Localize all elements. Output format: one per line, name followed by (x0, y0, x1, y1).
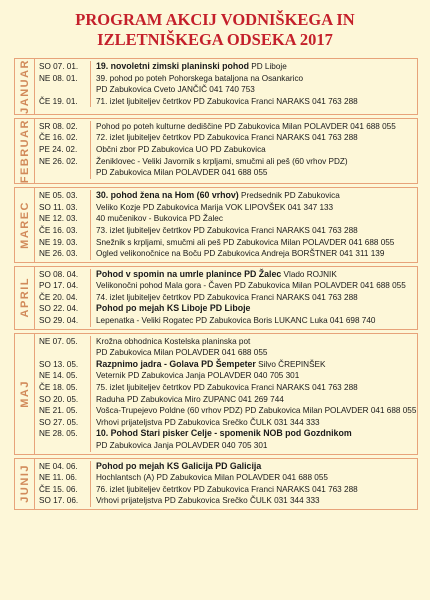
event-row (35, 167, 417, 179)
event-date: SO 08. 04. (35, 269, 91, 281)
event-description (91, 213, 223, 225)
event-highlight: 10. Pohod Stari pisker Celje - spomenik NOB pod Gozdnikom (96, 428, 352, 439)
event-highlight: 30. pohod žena na Hom (60 vrhov) (96, 190, 239, 201)
event-row (35, 213, 417, 225)
month-block-marec (14, 187, 418, 263)
event-row (35, 495, 417, 507)
event-row (35, 73, 417, 85)
month-label (15, 459, 35, 509)
event-details: Snežnik s krpljami, smučmi ali peš PD Zabukovica Milan POLAVDER 041 688 055 (96, 237, 395, 247)
event-row (35, 440, 417, 452)
month-block-april (14, 266, 418, 330)
month-block-maj (14, 333, 418, 455)
event-details: Krožna obhodnica Kostelska planinska pot (96, 336, 251, 346)
event-description (91, 132, 358, 144)
event-highlight: Pohod po mejah KS Liboje PD Liboje (96, 303, 251, 314)
event-list (35, 59, 417, 114)
event-row (35, 461, 417, 473)
event-description (91, 370, 299, 382)
event-description (91, 121, 396, 133)
event-description (91, 156, 348, 168)
event-description (91, 382, 358, 394)
event-row (35, 359, 417, 371)
event-details: Velikonočni pohod Mala gora - Čaven PD Zabukovica Milan POLAVDER 041 688 055 (96, 281, 406, 291)
event-date: SO 17. 06. (35, 495, 91, 507)
event-highlight: Pohod v spomin na umrle planince PD Žalec (96, 268, 282, 279)
event-row (35, 472, 417, 484)
event-description (91, 303, 250, 315)
event-details: 39. pohod po poteh Pohorskega bataljona na Osankarico (96, 73, 304, 83)
event-date: NE 05. 03. (35, 190, 91, 202)
event-details: Vrhovi prijateljstva PD Zabukovica Srečko ČULK 031 344 333 (96, 417, 320, 427)
event-highlight: 19. novoletni zimski planinski pohod (96, 61, 249, 71)
event-row (35, 417, 417, 429)
event-date (35, 440, 91, 452)
event-row (35, 336, 417, 348)
event-date: NE 12. 03. (35, 213, 91, 225)
event-highlight: Pohod po mejah KS Galicija PD Galicija (96, 460, 262, 471)
event-row (35, 225, 417, 237)
event-details: Raduha PD Zabukovica Miro ZUPANC 041 269 744 (96, 394, 284, 404)
event-date (35, 84, 91, 96)
event-description (91, 336, 250, 348)
event-description (91, 61, 287, 73)
event-description (91, 280, 406, 292)
month-name: MAJ (18, 379, 31, 408)
event-list (35, 188, 417, 262)
month-block-februar (14, 118, 418, 184)
event-details: Hochlantsch (A) PD Zabukovica Milan POLAVDER 041 688 055 (96, 473, 328, 483)
event-list (35, 334, 417, 454)
event-description (91, 472, 328, 484)
event-details: Predsednik PD Zabukovica (238, 191, 340, 201)
event-description (91, 461, 261, 473)
program-table (14, 58, 418, 513)
event-date: NE 26. 03. (35, 248, 91, 260)
event-description (91, 394, 284, 406)
month-block-junij (14, 458, 418, 510)
event-details: Vlado ROJNIK (281, 269, 337, 279)
event-date: ČE 20. 04. (35, 292, 91, 304)
event-details: Ogled velikonočnice na Boču PD Zabukovica Andreja BORŠTNER 041 311 139 (96, 249, 385, 259)
event-description (91, 73, 303, 85)
month-label (15, 59, 35, 114)
event-date: NE 28. 05. (35, 428, 91, 440)
event-row (35, 61, 417, 73)
event-details: PD Liboje (249, 62, 287, 71)
event-date (35, 347, 91, 359)
event-details: 40 mučenikov - Bukovica PD Žalec (96, 214, 223, 224)
event-row (35, 248, 417, 260)
event-date: NE 26. 02. (35, 156, 91, 168)
event-details: Vrhovi prijateljstva PD Zabukovica Srečko ČULK 031 344 333 (96, 496, 320, 506)
event-details: 71. izlet ljubiteljev četrtkov PD Zabukovica Franci NARAKS 041 763 288 (96, 96, 358, 106)
event-details: PD Zabukovica Janja POLAVDER 040 705 301 (96, 441, 268, 450)
event-row (35, 382, 417, 394)
event-row (35, 484, 417, 496)
event-details: 75. izlet ljubiteljev četrtkov PD Zabukovica Franci NARAKS 041 763 288 (96, 383, 358, 393)
event-description (91, 347, 267, 359)
event-details: PD Zabukovica Milan POLAVDER 041 688 055 (96, 168, 268, 178)
month-label (15, 334, 35, 454)
event-description (91, 269, 337, 281)
event-details: 76. izlet ljubiteljev četrtkov PD Zabukovica Franci NARAKS 041 763 288 (96, 484, 358, 494)
event-row (35, 84, 417, 96)
event-row (35, 202, 417, 214)
event-details: Lepenatka - Veliki Rogatec PD Zabukovica Boris LUKANC Luka 041 698 740 (96, 316, 376, 326)
event-details: Vošca-Trupejevo Poldne (60 vrhov PDZ) PD Zabukovica Milan POLAVDER 041 688 055 (96, 406, 417, 416)
event-row (35, 428, 417, 440)
event-row (35, 190, 417, 202)
event-date: NE 14. 05. (35, 370, 91, 382)
month-name: FEBRUAR (18, 118, 31, 184)
event-row (35, 292, 417, 304)
event-description (91, 495, 320, 507)
event-list (35, 459, 417, 509)
event-date: NE 19. 03. (35, 237, 91, 249)
event-description (91, 225, 358, 237)
event-date: ČE 15. 06. (35, 484, 91, 496)
event-description (91, 202, 333, 214)
month-label (15, 119, 35, 183)
event-date: SO 29. 04. (35, 315, 91, 327)
month-name: JUNIJ (18, 464, 31, 504)
event-details: Pohod po poteh kulturne dediščine PD Zabukovica Milan POLAVDER 041 688 055 (96, 121, 396, 131)
month-label (15, 188, 35, 262)
event-row (35, 269, 417, 281)
event-description (91, 417, 320, 429)
event-date: SO 11. 03. (35, 202, 91, 214)
event-row (35, 237, 417, 249)
event-list (35, 119, 417, 183)
event-row (35, 394, 417, 406)
event-description (91, 144, 266, 156)
event-description (91, 315, 375, 327)
event-row (35, 144, 417, 156)
event-date: ČE 18. 05. (35, 382, 91, 394)
event-date: SO 07. 01. (35, 61, 91, 73)
event-description (91, 292, 358, 304)
event-date: NE 04. 06. (35, 461, 91, 473)
event-row (35, 156, 417, 168)
event-date: NE 08. 01. (35, 73, 91, 85)
month-label (15, 267, 35, 329)
event-description (91, 484, 358, 496)
event-date: NE 11. 06. (35, 472, 91, 484)
event-date: SO 20. 05. (35, 394, 91, 406)
event-details: PD Zabukovica Cveto JANČIČ 041 740 753 (96, 85, 255, 95)
event-date: ČE 19. 01. (35, 96, 91, 108)
event-row (35, 280, 417, 292)
event-details: PD Zabukovica Milan POLAVDER 041 688 055 (96, 348, 268, 358)
event-details: 73. izlet ljubiteljev četrtkov PD Zabukovica Franci NARAKS 041 763 288 (96, 225, 358, 235)
event-description (91, 440, 267, 452)
event-description (91, 167, 267, 179)
event-highlight: Razpnimo jadra - Golava PD Šempeter (96, 358, 256, 369)
event-description (91, 84, 255, 96)
event-date: NE 21. 05. (35, 405, 91, 417)
event-date: SR 08. 02. (35, 121, 91, 133)
month-block-januar (14, 58, 418, 115)
event-details: Veliko Kozje PD Zabukovica Marija VOK LIPOVŠEK 041 347 133 (96, 202, 334, 212)
event-row (35, 347, 417, 359)
month-name: MAREC (18, 200, 31, 249)
event-row (35, 315, 417, 327)
event-date: ČE 16. 03. (35, 225, 91, 237)
event-details: 74. izlet ljubiteljev četrtkov PD Zabukovica Franci NARAKS 041 763 288 (96, 292, 358, 302)
month-name: JANUAR (18, 59, 31, 114)
event-details: Silvo ČREPINŠEK (255, 359, 326, 369)
event-row (35, 121, 417, 133)
event-details: Občni zbor PD Zabukovica UO PD Zabukovica (96, 145, 266, 155)
event-date: PE 24. 02. (35, 144, 91, 156)
event-description (91, 248, 384, 260)
event-date: NE 07. 05. (35, 336, 91, 348)
event-date: SO 22. 04. (35, 303, 91, 315)
event-details: Ženiklovec - Veliki Javornik s krpljami, smučmi ali peš (60 vrhov PDZ) (96, 156, 348, 166)
title-line-1: PROGRAM AKCIJ VODNIŠKEGA IN (75, 10, 355, 29)
page-title (0, 0, 430, 54)
event-date: PO 17. 04. (35, 280, 91, 292)
event-date: ČE 16. 02. (35, 132, 91, 144)
event-date (35, 167, 91, 179)
event-description (91, 428, 352, 440)
event-details: Veternik PD Zabukovica Janja POLAVDER 040 705 301 (96, 371, 300, 381)
event-row (35, 303, 417, 315)
event-date: SO 13. 05. (35, 359, 91, 371)
event-description (91, 237, 394, 249)
event-description (91, 405, 416, 417)
title-line-2: IZLETNIŠKEGA ODSEKA 2017 (97, 30, 333, 49)
month-name: APRIL (18, 277, 31, 318)
event-date: SO 27. 05. (35, 417, 91, 429)
event-row (35, 370, 417, 382)
event-row (35, 132, 417, 144)
event-details: 72. izlet ljubiteljev četrtkov PD Zabukovica Franci NARAKS 041 763 288 (96, 133, 358, 143)
event-description (91, 96, 358, 108)
event-description (91, 359, 325, 371)
event-row (35, 405, 417, 417)
event-description (91, 190, 340, 202)
event-list (35, 267, 417, 329)
event-row (35, 96, 417, 108)
